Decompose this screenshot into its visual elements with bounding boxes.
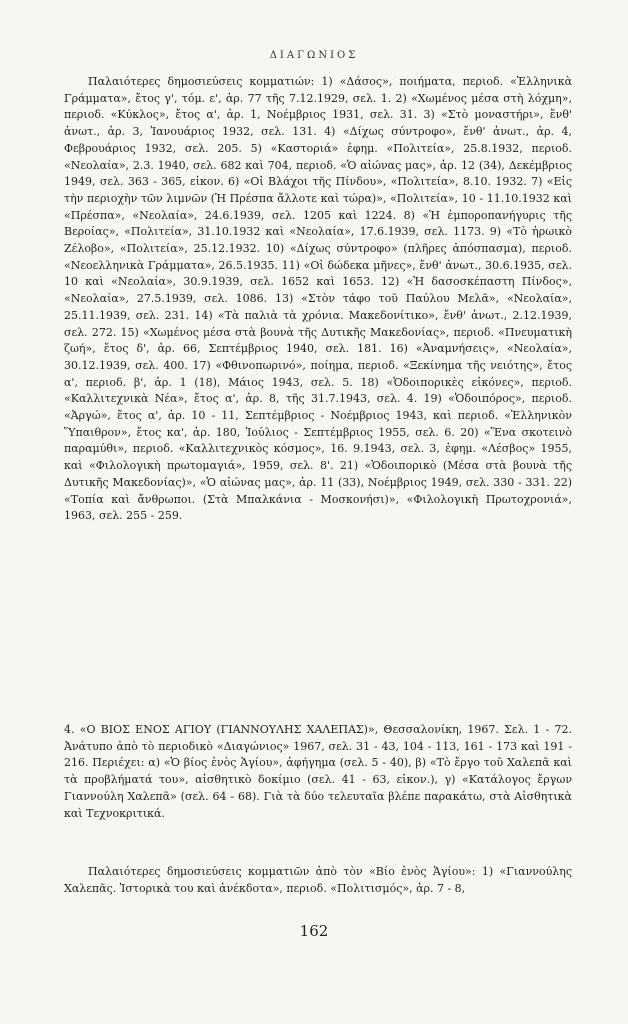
page-number: 162 <box>299 922 329 940</box>
paragraph-2: 4. «Ο ΒΙΟΣ ΕΝΟΣ ΑΓΙΟΥ (ΓΙΑΝΝΟΥΛΗΣ ΧΑΛΕΠΑΣ)», Θεσσαλονίκη, 1967. Σελ. 1 - 72. Ἀνάτυπο ἀπὸ τὸ περιοδικὸ «Διαγώνιος» 1967, σελ. 31 - 43, 104 - 113, 161 - 173 καὶ 191 - 216. Περιέχει: α) «Ὁ βίος ἑνὸς Ἁγίου», ἀφήγημα (σελ. 5 - 40), β) «Τὸ ἔργο τοῦ Χαλεπᾶ καὶ τὰ προβλήματά του», αἰσθητικὸ δοκίμιο (σελ. 41 - 63, εἰκον.), γ) «Κατάλογος ἔργων Γιαννούλη Χαλεπᾶ» (σελ. 64 - 68). Γιὰ τὰ δύο τελευταῖα βλέπε παρακάτω, στὰ Αἰσθητικὰ καὶ Τεχνοκριτικά. <box>64 723 572 820</box>
earlier-publications-paragraph <box>64 864 572 897</box>
publications-list-paragraph <box>64 74 572 525</box>
book-entry-paragraph <box>64 722 572 822</box>
running-head: ΔΙΑΓΩΝΙΟΣ <box>269 50 359 61</box>
paragraph-3: Παλαιότερες δημοσιεύσεις κομματιῶν ἀπὸ τὸν «Βίο ἑνὸς Ἁγίου»: 1) «Γιαννούλης Χαλεπᾶς. Ἱστορικὰ του καὶ ἀνέκδοτα», περιοδ. «Πολιτισμός», ἀρ. 7 - 8, <box>64 865 572 895</box>
paragraph-1: Παλαιότερες δημοσιεύσεις κομματιών: 1) «Δάσος», ποιήματα, περιοδ. «Ἑλληνικὰ Γράμματα», ἔτος γ', τόμ. ε', ἀρ. 77 τῆς 7.12.1929, σελ. 1. 2) «Χωμένος μέσα στὴ λόχμη», περιοδ. «Κύκλος», ἔτος α', ἀρ. 1, Νοέμβριος 1931, σελ. 31. 3) «Στὸ μοναστήρι», ἔνθ' ἀνωτ., ἀρ. 3, Ἰανουάριος 1932, σελ. 131. 4) «Δίχως σύντροφο», ἔνθ' ἀνωτ., ἀρ. 4, Φεβρουάριος 1932, σελ. 205. 5) «Καστοριά» ἐφημ. «Πολιτεία», 25.8.1932, περιοδ. «Νεολαία», 2.3. 1940, σελ. 682 καὶ 704, περιοδ. «Ὁ αἰώνας μας», ἀρ. 12 (34), Δεκέμβριος 1949, σελ. 363 - 365, εἰκον. 6) «Οἱ Βλάχοι τῆς Πίνδου», «Πολιτεία», 8.10. 1932. 7) «Εἰς τὴν περιοχὴν τῶν λιμνῶν (Ἡ Πρέσπα ἄλλοτε καὶ τώρα)», «Πολιτεία», 10 - 11.10.1932 καὶ «Πρέσπα», «Νεολαία», 24.6.1939, σελ. 1205 καὶ 1224. 8) «Ἡ ἐμποροπανήγυρις τῆς Βεροίας», «Πολιτεία», 31.10.1932 καὶ «Νεολαία», 17.6.1939, σελ. 1173. 9) «Τὸ ἡρωικὸ Ζέλοβο», «Πολιτεία», 25.12.1932. 10) «Δίχως σύντροφο» (πλῆρες ἀπόσπασμα), περιοδ. «Νεοελληνικὰ Γράμματα», 26.5.1935. 11) «Οἱ δώδεκα μῆνες», ἔνθ' ἀνωτ., 30.6.1935, σελ. 10 καὶ «Νεολαία», 30.9.1939, σελ. 1652 καὶ 1653. 12) «Ἡ δασοσκέπαστη Πίνδος», «Νεολαία», 27.5.1939, σελ. 1086. 13) «Στὸν τάφο τοῦ Παύλου Μελᾶ», «Νεολαία», 25.11.1939, σελ. 231. 14) «Τὰ παλιὰ τὰ χρόνια. Μακεδονίτικο», ἔνθ' ἀνωτ., 2.12.1939, σελ. 272. 15) «Χωμένος μέσα στὰ βουνὰ τῆς Δυτικῆς Μακεδονίας», περιοδ. «Πνευματικὴ ζωή», ἔτος δ', ἀρ. 66, Σεπτέμβριος 1940, σελ. 181. 16) «Ἀναμνήσεις», «Νεολαία», 30.12.1939, σελ. 400. 17) «Φθινοπωρινό», ποίημα, περιοδ. «Ξεκίνημα τῆς νειότης», ἔτος α', περιοδ. β', ἀρ. 1 (18), Μάιος 1943, σελ. 5. 18) «Ὁδοιπορικὲς εἰκόνες», περιοδ. «Καλλιτεχνικὰ Νέα», ἔτος α', ἀρ. 8, τῆς 31.7.1943, σελ. 4. 19) «Ὁδοιπόρος», περιοδ. «Ἀργώ», ἔτος α', ἀρ. 10 - 11, Σεπτέμβριος - Νοέμβριος 1943, καὶ περιοδ. «Ἑλληνικὸν Ὕπαιθρον», ἔτος κα', ἀρ. 180, Ἰούλιος - Σεπτέμβριος 1955, σελ. 6. 20) «Ἕνα σκοτεινὸ παραμύθι», περιοδ. «Καλλιτεχνικὸς κόσμος», 16. 9.1943, σελ. 3, ἐφημ. «Λέσβος» 1955, καὶ «Φιλολογικὴ πρωτομαγιά», 1959, σελ. 8'. 21) «Ὁδοιπορικὸ (Μέσα στὰ βουνὰ τῆς Δυτικῆς Μακεδονίας)», «Ὁ αἰώνας μας», ἀρ. 11 (33), Νοέμβριος 1949, σελ. 330 - 331. 22) «Τοπία καὶ ἄνθρωποι. (Στὰ Μπαλκάνια - Μοσκονήσι)», «Φιλολογικὴ Πρωτοχρονιά», 1963, σελ. 255 - 259. <box>64 75 572 523</box>
